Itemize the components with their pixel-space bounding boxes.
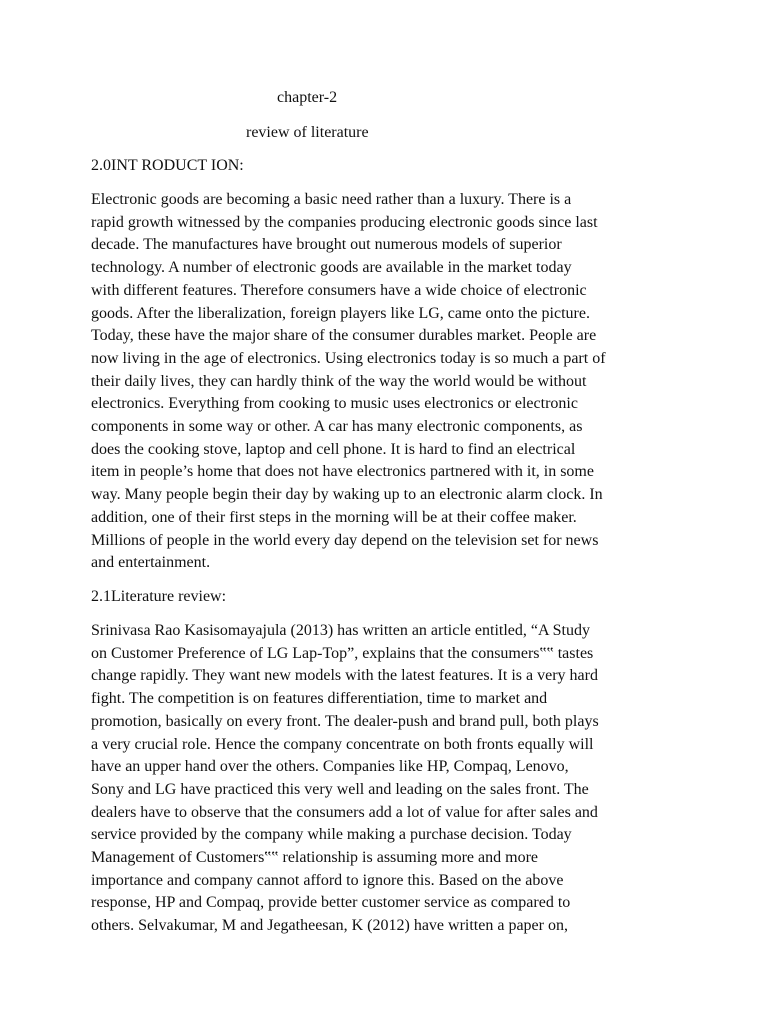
paragraph-line: Srinivasa Rao Kasisomayajula (2013) has written an article entitled, “A Study: [91, 622, 590, 639]
paragraph-line: addition, one of their first steps in the morning will be at their coffee maker.: [91, 508, 577, 526]
paragraph-line: their daily lives, they can hardly think of the way the world would be without: [91, 372, 587, 390]
paragraph-line: Management of Customers‟‟ relationship is assuming more and more: [91, 849, 539, 867]
chapter-title: review of literature: [246, 124, 369, 141]
paragraph-line: rapid growth witnessed by the companies producing electronic goods since last: [91, 213, 598, 231]
paragraph-line: technology. A number of electronic goods are available in the market today: [91, 259, 572, 277]
paragraph-line: others. Selvakumar, M and Jegatheesan, K (2012) have written a paper on,: [91, 917, 568, 935]
paragraph-line: Millions of people in the world every day depend on the television set for news: [91, 531, 599, 549]
paragraph-line: now living in the age of electronics. Using electronics today is so much a part of: [91, 349, 606, 367]
paragraph-line: on Customer Preference of LG Lap-Top”, explains that the consumers‟‟ tastes: [91, 644, 594, 662]
paragraph-line: service provided by the company while making a purchase decision. Today: [91, 826, 572, 844]
paragraph-line: decade. The manufactures have brought out numerous models of superior: [91, 236, 562, 254]
paragraph-line: way. Many people begin their day by waking up to an electronic alarm clock. In: [91, 486, 603, 504]
paragraph-line: item in people’s home that does not have electronics partnered with it, in some: [91, 463, 594, 481]
paragraph-line: electronics. Everything from cooking to music uses electronics or electronic: [91, 395, 578, 413]
paragraph-line: importance and company cannot afford to ignore this. Based on the above: [91, 871, 564, 889]
introduction-paragraph: [91, 189, 691, 575]
paragraph-line: does the cooking stove, laptop and cell phone. It is hard to find an electrical: [91, 440, 576, 458]
paragraph-line: and entertainment.: [91, 554, 211, 572]
paragraph-line: goods. After the liberalization, foreign players like LG, came onto the picture.: [91, 304, 590, 322]
paragraph-line: with different features. Therefore consumers have a wide choice of electronic: [91, 281, 587, 299]
paragraph-line: dealers have to observe that the consumers add a lot of value for after sales and: [91, 803, 598, 821]
paragraph-line: fight. The competition is on features differentiation, time to market and: [91, 690, 548, 708]
paragraph-line: Sony and LG have practiced this very well and leading on the sales front. The: [91, 780, 589, 798]
paragraph-line: Today, these have the major share of the consumer durables market. People are: [91, 327, 597, 345]
section-heading-introduction: 2.0INT RODUCT ION:: [91, 157, 244, 174]
paragraph-line: response, HP and Compaq, provide better customer service as compared to: [91, 894, 571, 912]
paragraph-line: change rapidly. They want new models with the latest features. It is a very hard: [91, 667, 598, 685]
paragraph-line: Electronic goods are becoming a basic need rather than a luxury. There is a: [91, 191, 572, 208]
paragraph-line: a very crucial role. Hence the company concentrate on both fronts equally will: [91, 735, 594, 753]
literature-review-paragraph: [91, 620, 691, 938]
paragraph-line: components in some way or other. A car has many electronic components, as: [91, 418, 583, 436]
chapter-label: chapter-2: [277, 89, 338, 106]
paragraph-line: have an upper hand over the others. Companies like HP, Compaq, Lenovo,: [91, 758, 569, 776]
section-heading-literature-review: 2.1Literature review:: [91, 588, 227, 605]
paragraph-line: promotion, basically on every front. The dealer-push and brand pull, both plays: [91, 712, 599, 730]
